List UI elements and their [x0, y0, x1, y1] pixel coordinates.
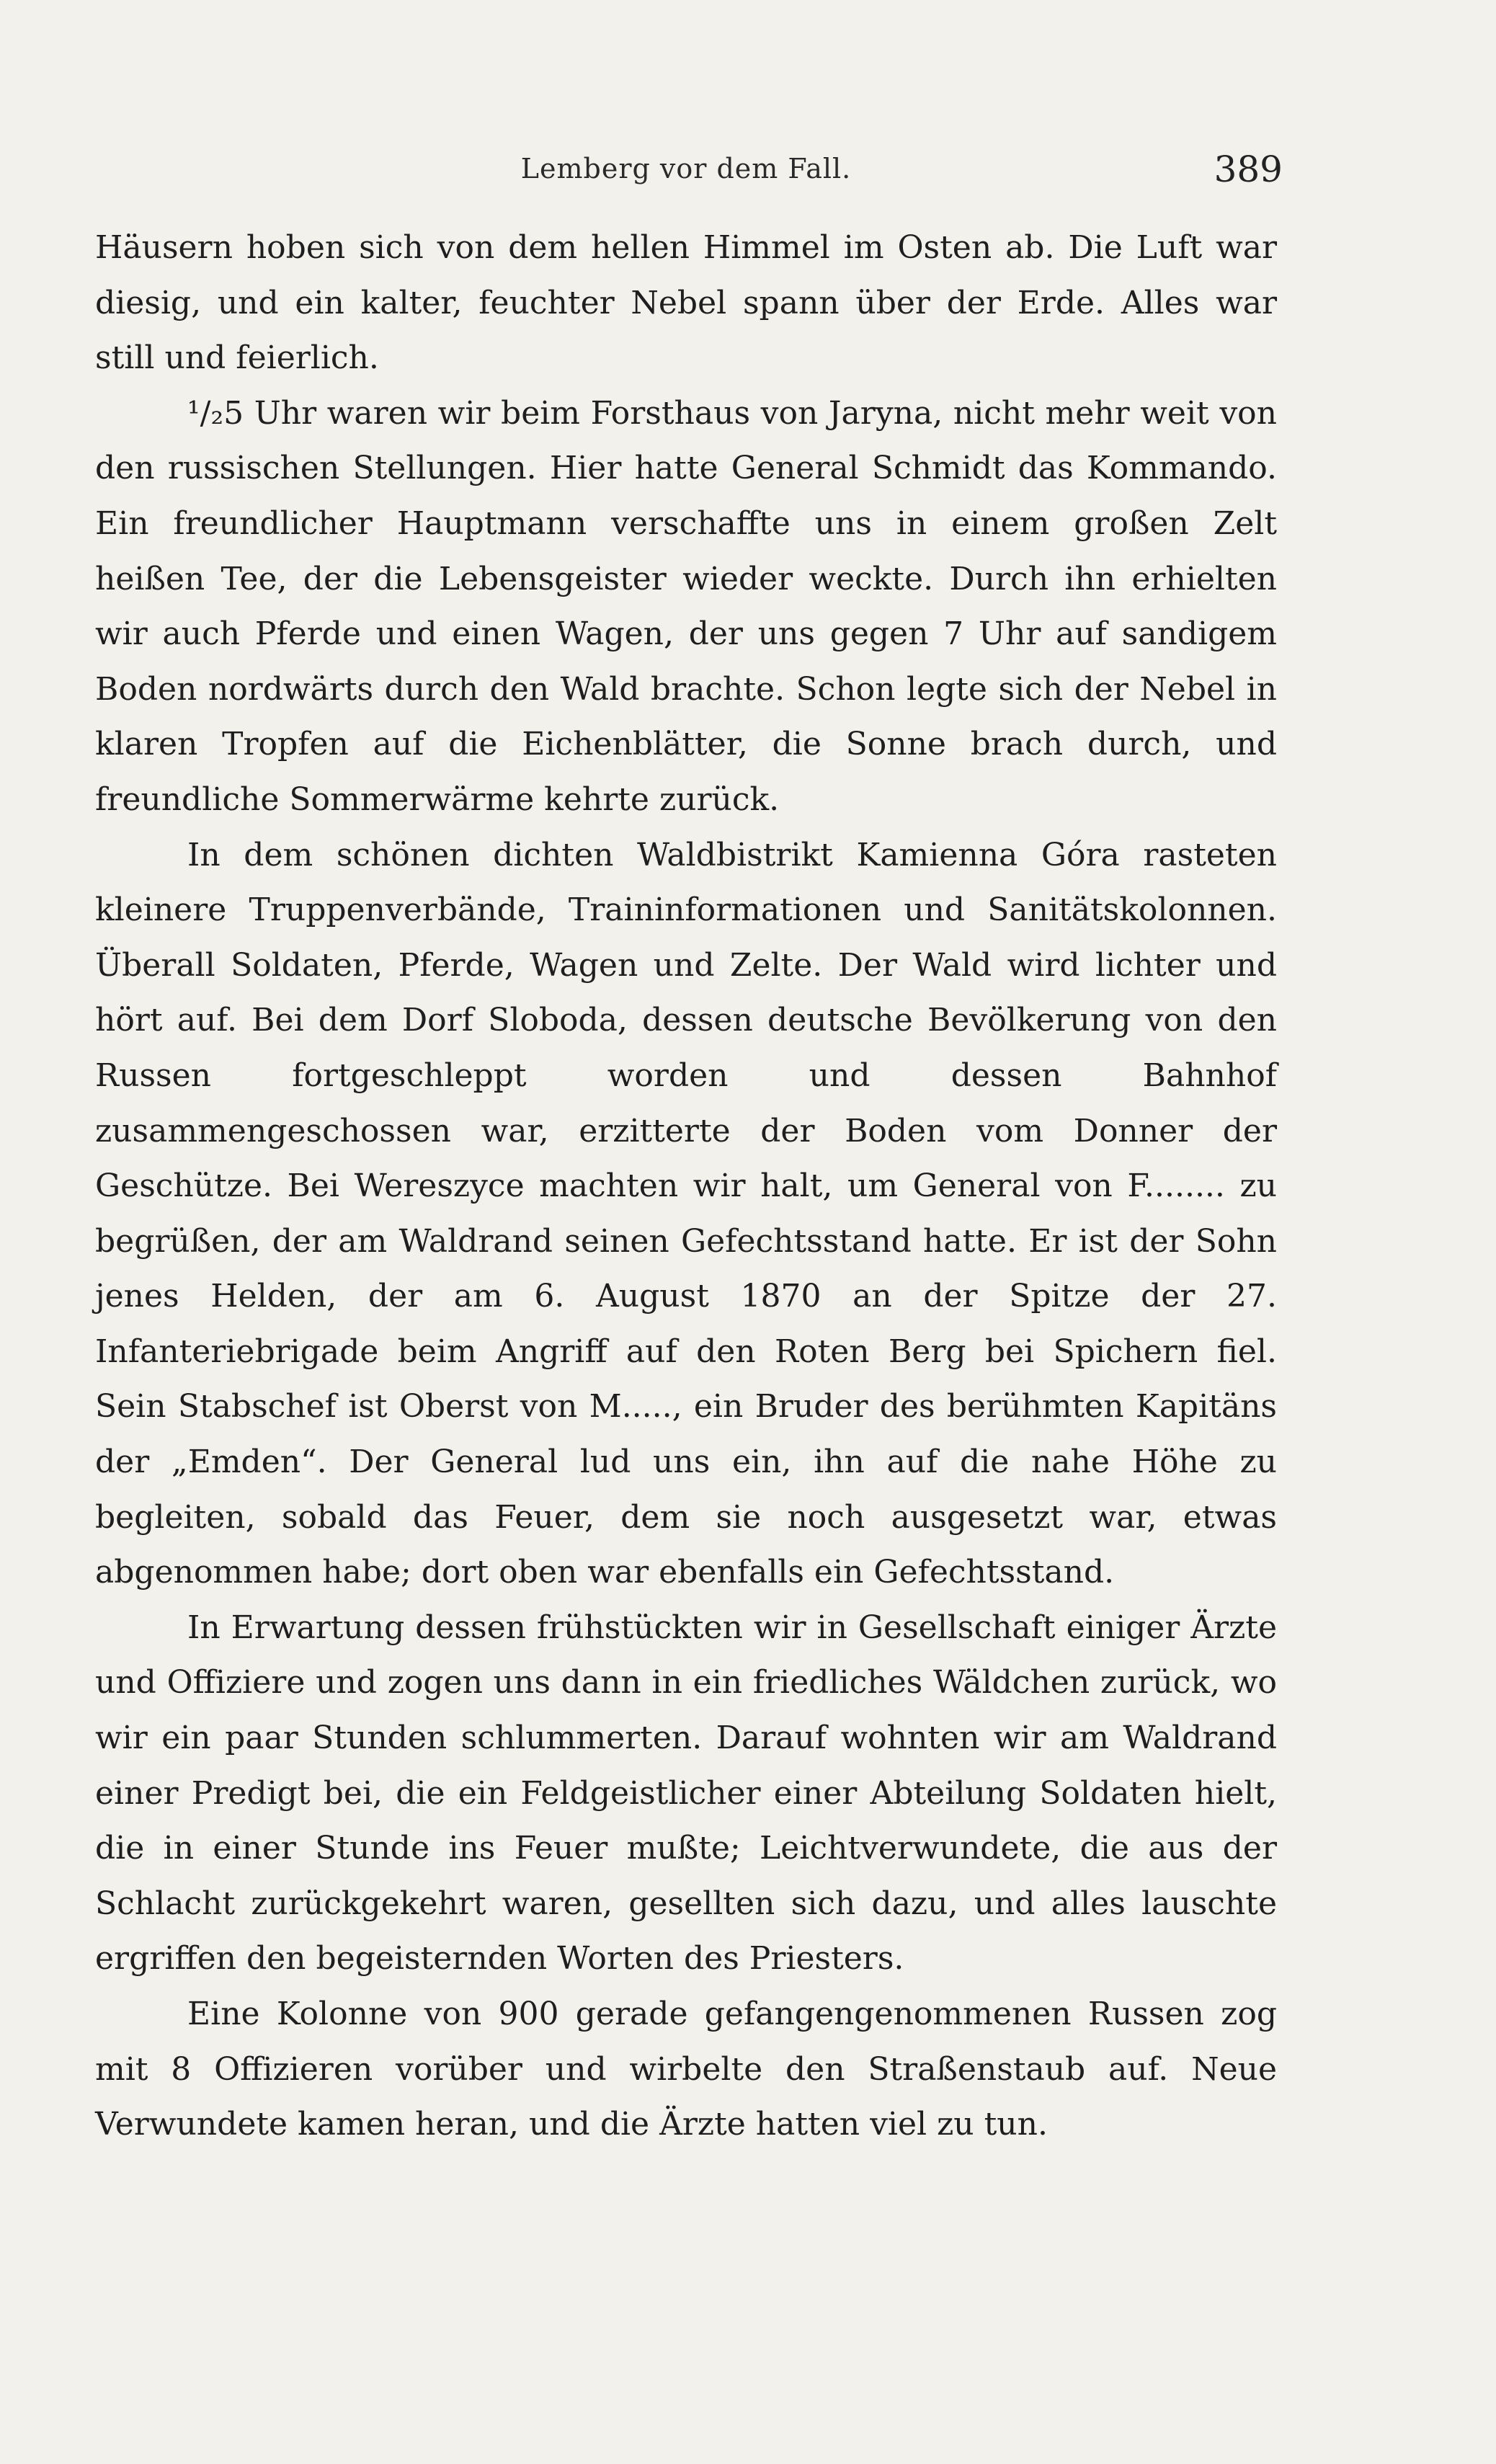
paragraph: In Erwartung dessen frühstückten wir in Gesellschaft einiger Ärzte und Offiziere und zogen uns dann in ein friedliches Wäldchen zurück, wo wir ein paar Stunden schlummerten. Darauf wohnten wir am Waldrand einer Predigt bei, die ein Feldgeistlicher einer Abteilung Soldaten hielt, die in einer Stunde ins Feuer mußte; Leichtverwundete, die aus der Schlacht zurückgekehrt waren, gesellten sich dazu, und alles lauschte ergriffen den begeisternden Worten des Priesters. [95, 1609, 1277, 1978]
page-number: 389 [1214, 148, 1283, 190]
paragraph: In dem schönen dichten Waldbistrikt Kamienna Góra rasteten kleinere Truppenverbände, Traininformationen und Sanitätskolonnen. Überall Soldaten, Pferde, Wagen und Zelte. Der Wald wird lichter und hört auf. Bei dem Dorf Sloboda, dessen deutsche Bevölkerung von den Russen fortgeschleppt worden und dessen Bahnhof zusammengeschossen war, erzitterte der Boden vom Donner der Geschütze. Bei Wereszyce machten wir halt, um General von F........ zu begrüßen, der am Waldrand seinen Gefechtsstand hatte. Er ist der Sohn jenes Helden, der am 6. August 1870 an der Spitze der 27. Infanteriebrigade beim Angriff auf den Roten Berg bei Spichern fiel. Sein Stabschef ist Oberst von M....., ein Bruder des berühmten Kapitäns der „Emden“. Der General lud uns ein, ihn auf die nahe Höhe zu begleiten, sobald das Feuer, dem sie noch ausgesetzt war, etwas abgenommen habe; dort oben war ebenfalls ein Gefechtsstand. [95, 836, 1277, 1591]
running-head [95, 148, 1283, 196]
running-title: Lemberg vor dem Fall. [520, 153, 852, 184]
paragraph: Häusern hoben sich von dem hellen Himmel im Osten ab. Die Luft war diesig, und ein kalter, feuchter Nebel spann über der Erde. Alles war still und feierlich. [95, 229, 1277, 377]
paragraph: ¹/₂5 Uhr waren wir beim Forsthaus von Jaryna, nicht mehr weit von den russischen Stellungen. Hier hatte General Schmidt das Kommando. Ein freundlicher Hauptmann verschaffte uns in einem großen Zelt heißen Tee, der die Lebensgeister wieder weckte. Durch ihn erhielten wir auch Pferde und einen Wagen, der uns gegen 7 Uhr auf sandigem Boden nordwärts durch den Wald brachte. Schon legte sich der Nebel in klaren Tropfen auf die Eichenblätter, die Sonne brach durch, und freundliche Sommerwärme kehrte zurück. [95, 394, 1277, 818]
body-text [95, 221, 1277, 2153]
paragraph: Eine Kolonne von 900 gerade gefangengenommenen Russen zog mit 8 Offizieren vorüber und wirbelte den Straßenstaub auf. Neue Verwundete kamen heran, und die Ärzte hatten viel zu tun. [95, 1996, 1277, 2143]
